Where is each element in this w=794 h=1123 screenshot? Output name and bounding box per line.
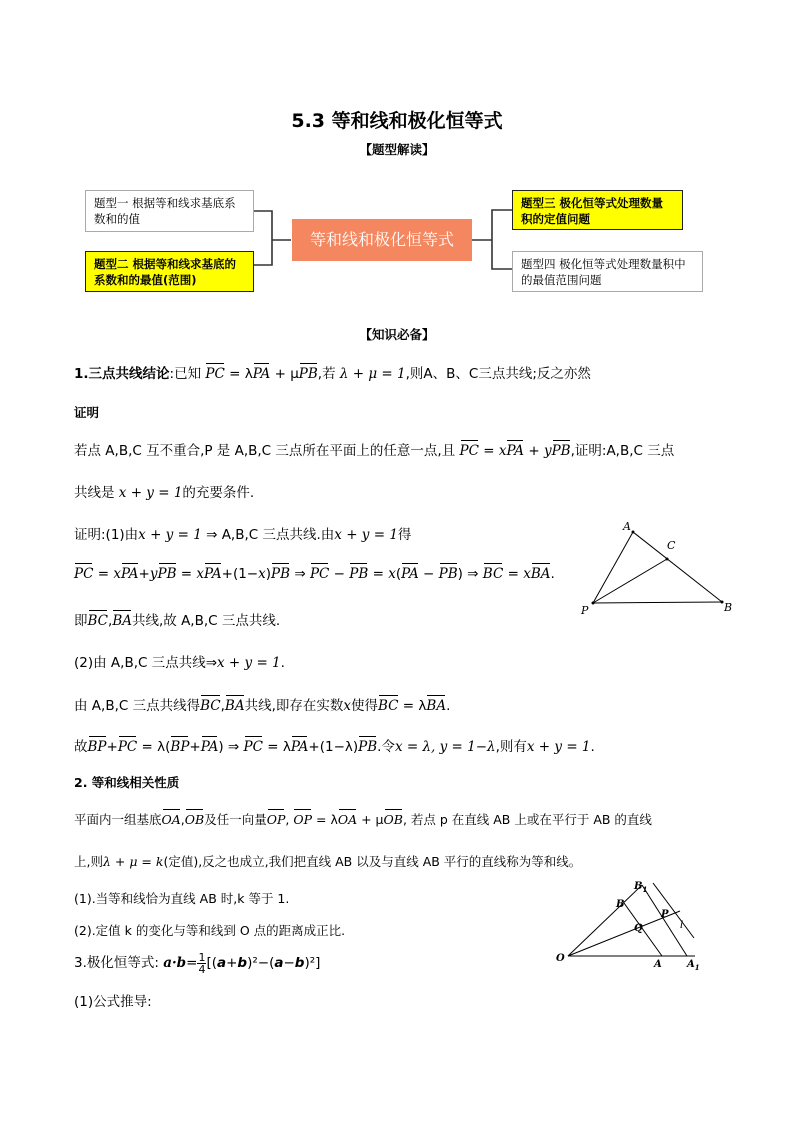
proof-derivation: PC = xPA+yPB = xPA+(1−x)PB ⇒ PC − PB = x(PA − PB) ⇒ BC = xBA. [74, 566, 555, 582]
ray-OB1 [568, 885, 642, 956]
label-B1: $B_1$ [634, 881, 648, 894]
proof-collinear: 即BC,BA共线,故 A,B,C 三点共线. [74, 613, 281, 629]
equal-sum-figure [550, 873, 710, 973]
line-PC [593, 559, 667, 603]
type2-box: 题型二 根据等和线求基底的系数和的最值(范围) [85, 251, 254, 292]
label-A: A [623, 520, 631, 533]
label-C: C [667, 539, 676, 552]
proof-part1: 证明:(1)由x + y = 1 ⇒ A,B,C 三点共线.由x + y = 1得 [74, 527, 412, 543]
section2-heading: 2. 等和线相关性质 [74, 775, 180, 790]
section2-line2: 上,则λ + μ = k(定值),反之也成立,我们把直线 AB 以及与直线 AB 平行的直线称为等和线。 [74, 854, 582, 869]
point-C [666, 558, 669, 561]
label-O: O [556, 953, 565, 964]
line-AB [633, 532, 722, 602]
proof-statement: 若点 A,B,C 互不重合,P 是 A,B,C 三点所在平面上的任意一点,且 PC = xPA + yPB,证明:A,B,C 三点 [74, 443, 675, 459]
proof-part2-cont: 由 A,B,C 三点共线得BC,BA共线,即存在实数x使得BC = λBA. [74, 698, 451, 714]
label-B: B [616, 899, 625, 910]
section2-item2: (2).定值 k 的变化与等和线到 O 点的距离成正比. [74, 923, 346, 938]
vector-pc: PC [205, 366, 225, 382]
section2-item1: (1).当等和线恰为直线 AB 时,k 等于 1. [74, 891, 290, 906]
line-AB [624, 903, 662, 956]
point-P [592, 602, 595, 605]
label-Q: Q [634, 923, 643, 934]
section-knowledge-heading: 【知识必备】 [359, 327, 435, 342]
three-points-heading: 1.三点共线结论 [74, 366, 170, 382]
page-title: 5.3 等和线和极化恒等式 [291, 110, 503, 132]
type4-box: 题型四 极化恒等式处理数量积中的最值范围问题 [512, 251, 703, 292]
three-points-line: 1.三点共线结论:已知 PC = λPA + μPB,若 λ + μ = 1,则A、B、C三点共线;反之亦然 [74, 366, 591, 382]
derivation-label: (1)公式推导: [74, 994, 152, 1010]
left-bracket [254, 211, 272, 265]
proof-statement-cont: 共线是 x + y = 1的充要条件. [74, 485, 255, 501]
type3-box: 题型三 极化恒等式处理数量积的定值问题 [512, 190, 683, 230]
point-A [632, 531, 635, 534]
triangle-figure [575, 518, 735, 618]
label-l: l [680, 920, 684, 931]
line-PB [593, 602, 722, 603]
section-types-heading: 【题型解读】 [359, 142, 435, 157]
line-AP [593, 532, 633, 603]
label-P: P [581, 604, 589, 617]
label-A1: $A_1$ [687, 959, 700, 972]
proof-conclusion: 故BP+PC = λ(BP+PA) ⇒ PC = λPA+(1−λ)PB.令x = λ, y = 1−λ,则有x + y = 1. [74, 739, 595, 755]
center-box: 等和线和极化恒等式 [292, 219, 472, 261]
proof-part2: (2)由 A,B,C 三点共线⇒x + y = 1. [74, 655, 285, 671]
section2-line1: 平面内一组基底OA,OB及任一向量OP, OP = λOA + μOB, 若点 p 在直线 AB 上或在平行于 AB 的直线 [74, 812, 652, 827]
label-B: B [724, 601, 733, 614]
right-bracket [492, 210, 512, 269]
line-l [653, 883, 694, 938]
label-P: P [661, 909, 669, 920]
label-A: A [654, 959, 662, 970]
proof-label: 证明 [74, 405, 100, 420]
type1-box: 题型一 根据等和线求基底系数和的值 [85, 190, 254, 232]
section3-heading: 3.极化恒等式: a·b= $\frac{1}{4}$ [(a+b)²−(a−b)²] [74, 950, 321, 976]
